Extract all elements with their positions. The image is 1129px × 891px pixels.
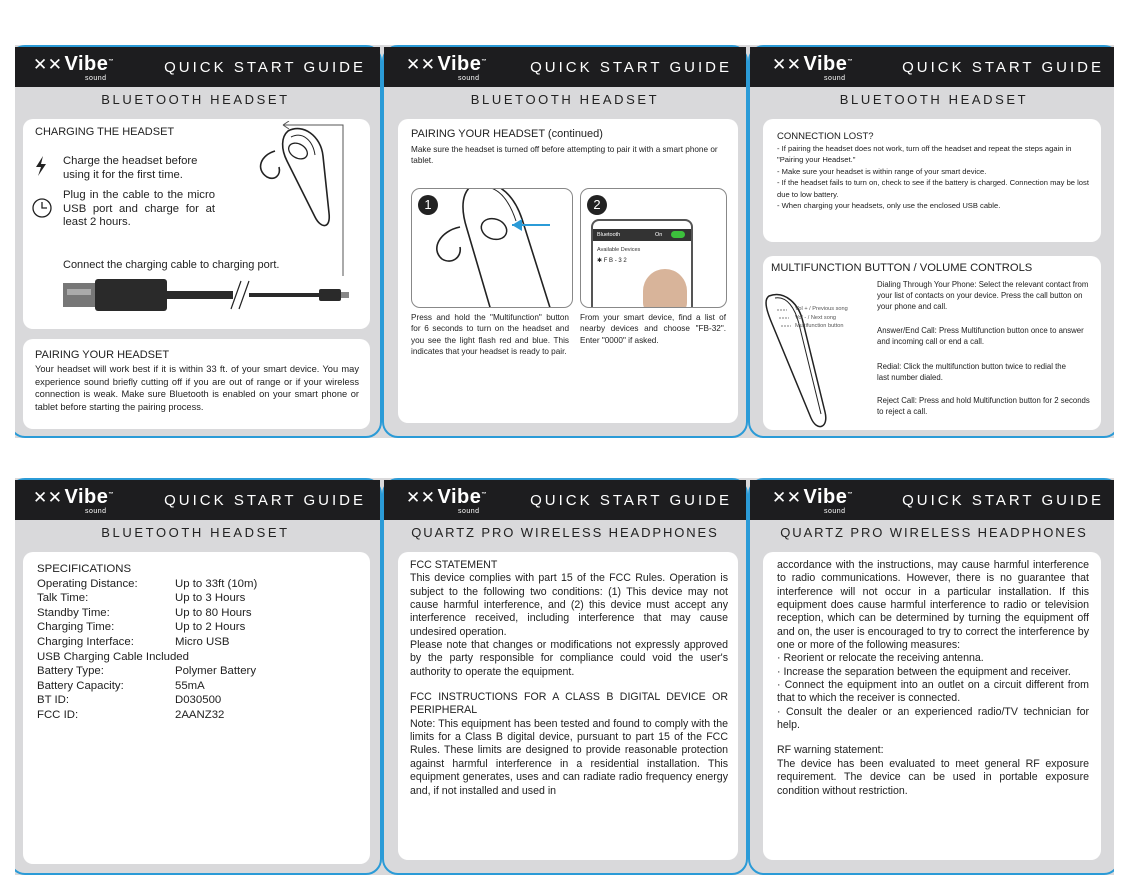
step-1-text: Press and hold the "Multifunction" button for 6 seconds to turn on the headset and you see the light flash red and blue. This indicates that your headset is ready to pair. bbox=[411, 313, 569, 356]
connection-lost-item: - If pairing the headset does not work, turn off the headset and repeat the steps again in "Pairing your Headset." bbox=[777, 144, 1072, 165]
step-2-figure bbox=[580, 188, 727, 308]
bluetooth-icon: ✱ bbox=[597, 258, 604, 264]
bluetooth-toggle bbox=[671, 231, 685, 238]
guide-title: QUICK START GUIDE bbox=[902, 492, 1104, 509]
answer-text: Answer/End Call: Press Multifunction button once to answer and incoming call or end a call. bbox=[877, 326, 1084, 346]
vibe-logo: ✕✕ Vibe™ sound bbox=[772, 53, 853, 82]
charge-step-1: Charge the headset before using it for the first time. bbox=[63, 155, 198, 181]
spec-row: Charging Interface: Micro USB bbox=[37, 635, 230, 648]
label-vol-down: Vol - / Next song bbox=[795, 314, 837, 321]
specifications-card bbox=[23, 552, 370, 864]
spec-row: Battery Type: Polymer Battery bbox=[37, 665, 257, 678]
vibe-logo: ✕✕ Vibe™ sound bbox=[33, 53, 114, 82]
phone-bluetooth-row bbox=[593, 229, 691, 241]
phone-on-label: On bbox=[655, 232, 663, 238]
fcc-text: This device complies with part 15 of the FCC Rules. Operation is subject to the following two conditions: (1) This device may not cause harmful interference, and (2) this device must accept any interference received, including interference that may cause undesired operation. bbox=[410, 572, 728, 638]
measure-item: · Increase the separation between the equipment and receiver. bbox=[777, 665, 1071, 678]
panel-troubleshooting bbox=[748, 45, 1114, 438]
connection-lost-list bbox=[777, 143, 1095, 211]
vibe-logo: ✕✕ Vibe™ sound bbox=[406, 53, 487, 82]
headset-illustration bbox=[243, 121, 348, 281]
guide-title: QUICK START GUIDE bbox=[902, 59, 1104, 76]
panel-header bbox=[750, 47, 1114, 87]
panel-subtitle: QUARTZ PRO WIRELESS HEADPHONES bbox=[411, 525, 719, 540]
measure-item: · Connect the equipment into an outlet on a circuit different from that to which the receiver is connected. bbox=[777, 679, 1089, 705]
step-2-text: From your smart device, find a list of nearby devices and choose "FB-32". Enter "0000" if asked. bbox=[580, 313, 726, 345]
panel-fcc-continued bbox=[748, 478, 1114, 875]
panel-pairing-continued bbox=[382, 45, 748, 438]
measure-item: · Consult the dealer or an experienced radio/TV technician for help. bbox=[777, 705, 1089, 732]
panel-header bbox=[384, 47, 746, 87]
label-multifunction: Multifunction button bbox=[795, 323, 844, 329]
vibe-logo: ✕✕ Vibe™ sound bbox=[772, 486, 853, 515]
connection-lost-title: CONNECTION LOST? bbox=[777, 131, 874, 142]
fcc-continued-content bbox=[777, 559, 1089, 798]
connection-lost-card bbox=[763, 119, 1101, 242]
button-labels bbox=[795, 305, 848, 331]
panel-header bbox=[15, 47, 380, 87]
rf-title: RF warning statement: bbox=[777, 744, 884, 757]
connection-lost-item: - If the headset fails to turn on, check to see if the battery is charged. Connection may be lost due to low battery. bbox=[777, 178, 1089, 199]
panel-header bbox=[15, 480, 380, 520]
panel-specifications bbox=[15, 478, 382, 875]
rf-text: The device has been evaluated to meet general RF exposure requirement. The device can be used in portable exposure condition without restriction. bbox=[777, 757, 1089, 797]
panel-fcc-statement bbox=[382, 478, 748, 875]
spec-row: Talk Time: Up to 3 Hours bbox=[37, 592, 246, 605]
panel-subtitle: BLUETOOTH HEADSET bbox=[101, 525, 290, 540]
phone-device-item: ✱ F B - 3 2 bbox=[597, 258, 627, 264]
spec-row: FCC ID: 2AANZ32 bbox=[37, 708, 225, 721]
spec-row: Operating Distance: Up to 33ft (10m) bbox=[37, 577, 258, 590]
connect-cable-text: Connect the charging cable to charging port. bbox=[63, 259, 280, 271]
panel-header bbox=[750, 480, 1114, 520]
guide-title: QUICK START GUIDE bbox=[164, 492, 366, 509]
spec-included: USB Charging Cable Included bbox=[37, 650, 189, 663]
pairing-intro: Make sure the headset is turned off before attempting to pair it with a smart phone or tablet. bbox=[411, 145, 718, 166]
fcc-text-2: Please note that changes or modifications not expressly approved by the party responsible for compliance could void the user's authority to operate the equipment. bbox=[410, 639, 728, 678]
guide-title: QUICK START GUIDE bbox=[164, 59, 366, 76]
vibe-logo: ✕✕ Vibe™ sound bbox=[406, 486, 487, 515]
panel-subtitle: QUARTZ PRO WIRELESS HEADPHONES bbox=[780, 525, 1088, 540]
fcc-title: FCC STATEMENT bbox=[410, 559, 498, 571]
pairing-continued-title: PAIRING YOUR HEADSET (continued) bbox=[411, 128, 603, 140]
fcc-continued-card bbox=[763, 552, 1101, 860]
connection-lost-item: - When charging your headsets, only use the enclosed USB cable. bbox=[777, 200, 1001, 210]
reject-text: Reject Call: Press and hold Multifunction button for 2 seconds to reject a call. bbox=[877, 396, 1090, 416]
measure-item: · Reorient or relocate the receiving antenna. bbox=[777, 652, 984, 665]
step-2-badge: 2 bbox=[587, 195, 607, 215]
usb-cable-illustration bbox=[53, 277, 353, 317]
spec-row: Battery Capacity: 55mA bbox=[37, 679, 205, 692]
phone-bluetooth-label: Bluetooth bbox=[597, 232, 621, 238]
phone-available-label: Available Devices bbox=[597, 247, 641, 253]
finger-illustration bbox=[643, 269, 687, 308]
panel-subtitle: BLUETOOTH HEADSET bbox=[470, 92, 660, 107]
dialing-text: Dialing Through Your Phone: Select the relevant contact from your list of contacts on your device. Press the call button on your phone and call. bbox=[877, 280, 1089, 311]
spec-title: SPECIFICATIONS bbox=[37, 563, 132, 575]
guide-row-top bbox=[15, 45, 1114, 438]
spec-row: Standby Time: Up to 80 Hours bbox=[37, 606, 252, 619]
fcc-card bbox=[398, 552, 738, 860]
headset-button-illustration bbox=[412, 189, 572, 307]
fcc-instructions-title: FCC INSTRUCTIONS FOR A CLASS B DIGITAL DEVICE OR PERIPHERAL bbox=[410, 691, 728, 717]
specifications-list bbox=[37, 562, 337, 723]
guide-title: QUICK START GUIDE bbox=[530, 59, 732, 76]
multifunction-card bbox=[763, 256, 1101, 430]
connection-lost-item: - Make sure your headset is within range of your smart device. bbox=[777, 166, 987, 176]
panel-subtitle: BLUETOOTH HEADSET bbox=[101, 92, 290, 107]
step-1-badge: 1 bbox=[418, 195, 438, 215]
pairing-continued-card bbox=[398, 119, 738, 423]
vibe-logo: ✕✕ Vibe™ sound bbox=[33, 486, 114, 515]
pairing-title: PAIRING YOUR HEADSET bbox=[35, 349, 170, 361]
panel-charging bbox=[15, 45, 382, 438]
pairing-text: Your headset will work best if it is within 33 ft. of your smart device. You may experience sound briefly cutting off if you are out of range or if your wireless connection is weak. Make sure Bluetooth is enabled on your smart phone or tablet before starting the pairing process. bbox=[35, 364, 359, 412]
label-vol-up: Vol + / Previous song bbox=[795, 306, 848, 312]
guide-title: QUICK START GUIDE bbox=[530, 492, 732, 509]
charging-card bbox=[23, 119, 370, 329]
fcc-content bbox=[410, 559, 728, 798]
spec-row: Charging Time: Up to 2 Hours bbox=[37, 621, 246, 634]
guide-row-bottom bbox=[15, 478, 1114, 875]
fcc-continued-text: accordance with the instructions, may cause harmful interference to radio communications. However, there is no guarantee that interference will not occur in a particular installation. If this equipment does cause harmful interference to radio or television reception, which can be determined by turning the equipment off and on, the user is encouraged to try to correct the interference by one or more of the following measures: bbox=[777, 559, 1089, 652]
panel-header bbox=[384, 480, 746, 520]
clock-icon bbox=[31, 197, 53, 219]
pairing-card bbox=[23, 339, 370, 429]
step-1-figure bbox=[411, 188, 573, 308]
lightning-icon bbox=[33, 155, 49, 177]
charging-title: CHARGING THE HEADSET bbox=[35, 126, 175, 138]
multifunction-title: MULTIFUNCTION BUTTON / VOLUME CONTROLS bbox=[771, 262, 1033, 274]
panel-subtitle: BLUETOOTH HEADSET bbox=[839, 92, 1029, 107]
spec-row: BT ID: D030500 bbox=[37, 694, 222, 707]
redial-text: Redial: Click the multifunction button twice to redial the last number dialed. bbox=[877, 362, 1066, 382]
fcc-instructions-text: Note: This equipment has been tested and found to comply with the limits for a Class B digital device, pursuant to part 15 of the FCC Rules. These limits are designed to provide reasonable protection against harmful interference in a residential installation. This equipment generates, uses and can radiate radio frequency energy and, if not installed and used in bbox=[410, 717, 728, 797]
charge-step-2: Plug in the cable to the micro USB port and charge for at least 2 hours. bbox=[63, 189, 215, 228]
